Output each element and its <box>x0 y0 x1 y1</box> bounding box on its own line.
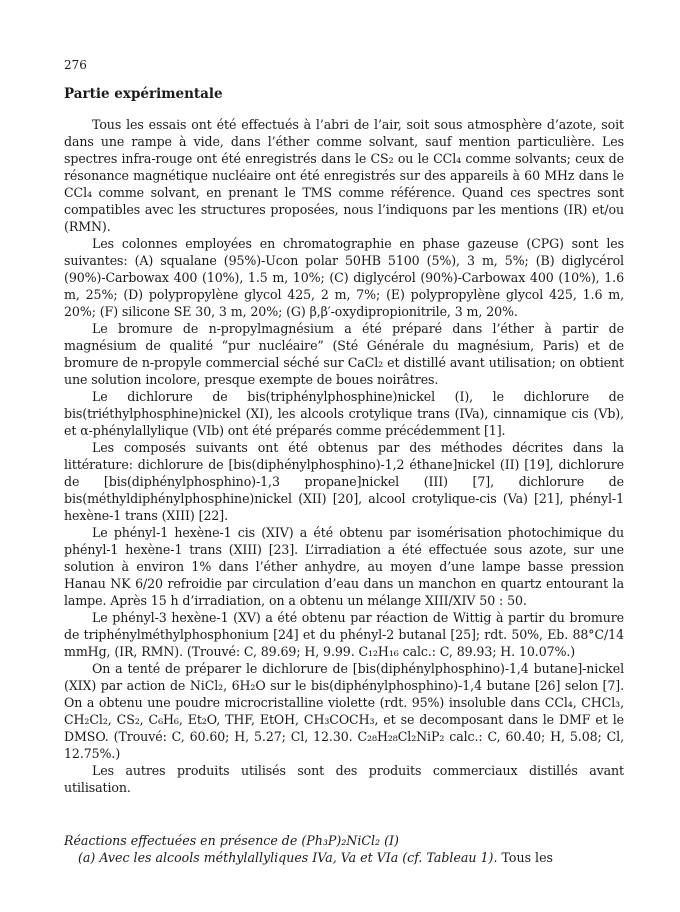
paragraph: Le bromure de n-propylmagnésium a été préparé dans l’éther à partir de magnésium de qualité “pur nucléaire” (Sté Générale du magnésium, Paris) et de bromure de n-propyle commercial séché sur CaCl₂ et distillé avant utilisation; on obtient une solution incolore, presque exempte de boues noirâtres. <box>64 321 624 387</box>
section-heading: Partie expérimentale <box>64 86 223 102</box>
body-text <box>64 116 624 796</box>
subsection <box>64 832 624 866</box>
subsection-item-text: Tous les <box>497 850 553 865</box>
paragraph: Le phényl-1 hexène-1 cis (XIV) a été obtenu par isomérisation photochimique du phényl-1 hexène-1 trans (XIII) [23]. L’irradiation a été effectuée sous azote, sur une solution à environ 1% dans l’éther anhydre, au moyen d’une lampe basse pression Hanau NK 6/20 refroidie par circulation d’eau dans un manchon en quartz entourant la lampe. Après 15 h d’irradiation, on a obtenu un mélange XIII/XIV 50 : 50. <box>64 525 624 608</box>
paragraph: On a tenté de préparer le dichlorure de [bis(diphénylphosphino)-1,4 butane]-nickel (XIX) par action de NiCl₂, 6H₂O sur le bis(diphénylphosphino)-1,4 butane [26] selon [7]. On a obtenu une poudre microcristalline violette (rdt. 95%) insoluble dans CCl₄, CHCl₃, CH₂Cl₂, CS₂, C₆H₆, Et₂O, THF, EtOH, CH₃COCH₃, et se decomposant dans le DMF et le DMSO. (Trouvé: C, 60.60; H, 5.27; Cl, 12.30. C₂₈H₂₈Cl₂NiP₂ calc.: C, 60.40; H, 5.08; Cl, 12.75%.) <box>64 661 624 761</box>
paragraph: Les colonnes employées en chromatographie en phase gazeuse (CPG) sont les suivantes: (A) squalane (95%)-Ucon polar 50HB 5100 (5%), 3 m, 5%; (B) diglycérol (90%)-Carbowax 400 (10%), 1.5 m, 10%; (C) diglycérol (90%)-Carbowax 400 (10%), 1.6 m, 25%; (D) polypropylène glycol 425, 2 m, 7%; (E) polypropylène glycol 425, 1.6 m, 20%; (F) silicone SE 30, 3 m, 20%; (G) β,β′-oxydipropionitrile, 3 m, 20%. <box>64 236 624 319</box>
subsection-title: Réactions effectuées en présence de (Ph₃P)₂NiCl₂ (I) <box>64 833 399 848</box>
page-number: 276 <box>64 58 87 72</box>
paragraph: Le phényl-3 hexène-1 (XV) a été obtenu par réaction de Wittig à partir du bromure de triphénylméthylphosphonium [24] et du phényl-2 butanal [25]; rdt. 50%, Eb. 88°C/14 mmHg, (IR, RMN). (Trouvé: C, 89.69; H, 9.99. C₁₂H₁₆ calc.: C, 89.93; H. 10.07%.) <box>64 610 624 659</box>
paragraph: Les autres produits utilisés sont des produits commerciaux distillés avant utilisation. <box>64 763 624 795</box>
paragraph: Le dichlorure de bis(triphénylphosphine)nickel (I), le dichlorure de bis(triéthylphosphine)nickel (XI), les alcools crotylique trans (IVa), cinnamique cis (Vb), et α-phénylallylique (VIb) ont été préparés comme précédemment [1]. <box>64 389 624 438</box>
paragraph: Les composés suivants ont été obtenus par des méthodes décrites dans la littérature: dichlorure de [bis(diphénylphosphino)-1,2 éthane]nickel (II) [19], dichlorure de [bis(diphénylphosphino)-1,3 propane]nickel (III) [7], dichlorure de bis(méthyldiphénylphosphine)nickel (XII) [20], alcool crotylique-cis (Va) [21], phényl-1 hexène-1 trans (XIII) [22]. <box>64 440 624 523</box>
subsection-item-label: (a) Avec les alcools méthylallyliques IVa, Va et VIa (cf. Tableau 1). <box>78 850 498 865</box>
paragraph: Tous les essais ont été effectués à l’abri de l’air, soit sous atmosphère d’azote, soit dans une rampe à vide, dans l’éther comme solvant, sauf mention particulière. Les spectres infra-rouge ont été enregistrés dans le CS₂ ou le CCl₄ comme solvants; ceux de résonance magnétique nucléaire ont été enregistrés sur des appareils à 60 MHz dans le CCl₄ comme solvant, en prenant le TMS comme référence. Quand ces spectres sont compatibles avec les structures proposées, nous l’indiquons par les mentions (IR) et/ou (RMN). <box>64 117 624 234</box>
subsection-line <box>64 849 624 866</box>
